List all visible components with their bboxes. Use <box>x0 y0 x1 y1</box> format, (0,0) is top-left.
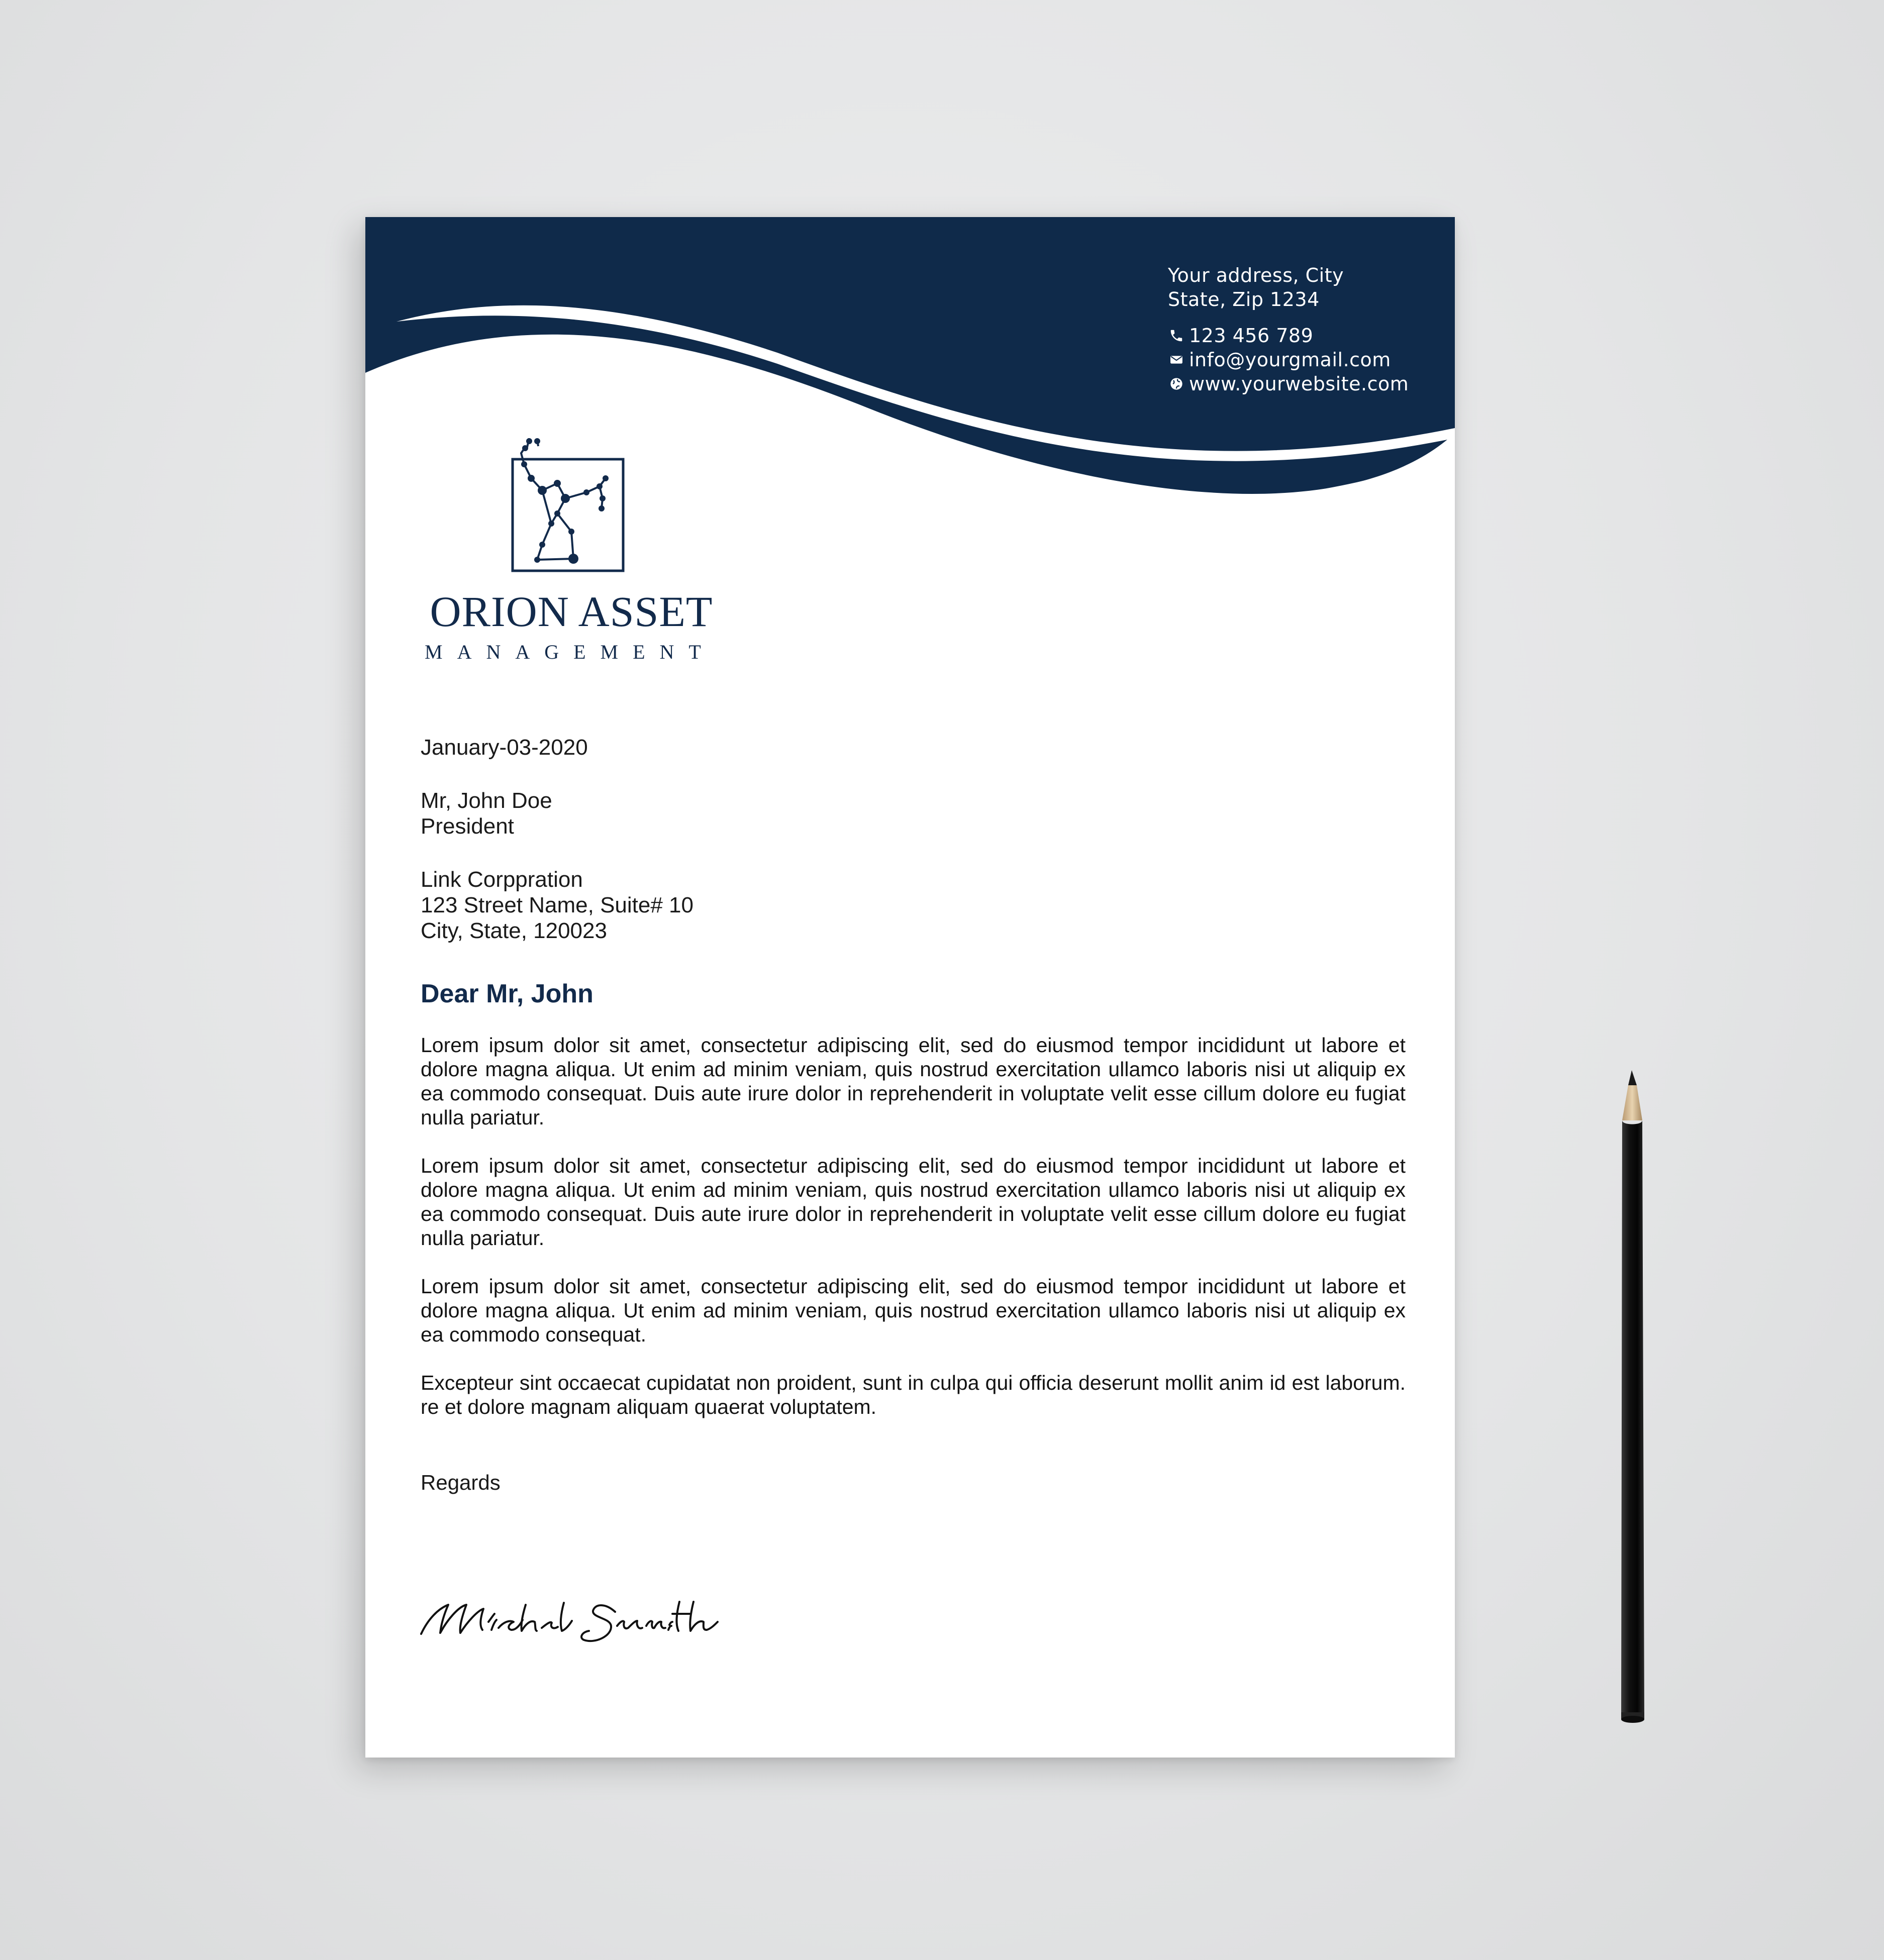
pencil-icon <box>1613 1065 1648 1728</box>
paragraph-1: Lorem ipsum dolor sit amet, consectetur adipiscing elit, sed do eiusmod tempor incididunt ut labore et dolore magna aliqua. Ut enim ad minim veniam, quis nostrud exercitation ullamco laboris nisi ut aliquip ex ea commodo consequat. Duis aute irure dolor in reprehenderit in voluptate velit esse cillum dolore eu fugiat nulla pariatur. <box>421 1034 1406 1129</box>
phone-icon <box>1168 327 1185 344</box>
paragraph-3: Lorem ipsum dolor sit amet, consectetur adipiscing elit, sed do eiusmod tempor incididunt ut labore et dolore magna aliqua. Ut enim ad minim veniam, quis nostrud exercitation ullamco laboris nisi ut aliquip ex ea commodo consequat. <box>421 1275 1406 1346</box>
website-row <box>1168 372 1409 396</box>
website-url: www.yourwebsite.com <box>1189 373 1409 395</box>
recipient-block <box>421 788 1406 839</box>
company-name: Link Corppration <box>421 867 583 892</box>
salutation: Dear Mr, John <box>421 979 593 1008</box>
brand-subtitle: MANAGEMENT <box>425 641 716 663</box>
letterhead-sheet <box>365 217 1455 1758</box>
phone-number: 123 456 789 <box>1189 325 1314 347</box>
paragraph-2: Lorem ipsum dolor sit amet, consectetur adipiscing elit, sed do eiusmod tempor incididunt ut labore et dolore magna aliqua. Ut enim ad minim veniam, quis nostrud exercitation ullamco laboris nisi ut aliquip ex ea commodo consequat. Duis aute irure dolor in reprehenderit in voluptate velit esse cillum dolore eu fugiat nulla pariatur. <box>421 1154 1406 1250</box>
company-street: 123 Street Name, Suite# 10 <box>421 893 693 917</box>
constellation-logo-icon <box>501 438 632 584</box>
handwritten-signature <box>418 1574 730 1654</box>
company-address-block <box>421 867 1406 944</box>
phone-row <box>1168 324 1409 348</box>
recipient-title: President <box>421 814 514 839</box>
closing: Regards <box>421 1471 501 1494</box>
contact-block <box>1168 263 1409 396</box>
letter-body <box>421 735 1406 1495</box>
mail-icon <box>1168 351 1185 368</box>
address-line-1: Your address, City <box>1168 264 1344 286</box>
brand-name: ORION ASSET <box>430 587 713 636</box>
email-row <box>1168 348 1409 372</box>
paragraph-4: Excepteur sint occaecat cupidatat non proident, sunt in culpa qui officia deserunt mollit anim id est laborum. re et dolore magnam aliquam quaerat voluptatem. <box>421 1371 1406 1418</box>
globe-icon <box>1168 375 1185 392</box>
company-city: City, State, 120023 <box>421 918 607 943</box>
email-address: info@yourgmail.com <box>1189 349 1391 371</box>
address-line-2: State, Zip 1234 <box>1168 288 1320 311</box>
letter-date: January-03-2020 <box>421 735 588 760</box>
recipient-name: Mr, John Doe <box>421 788 552 813</box>
